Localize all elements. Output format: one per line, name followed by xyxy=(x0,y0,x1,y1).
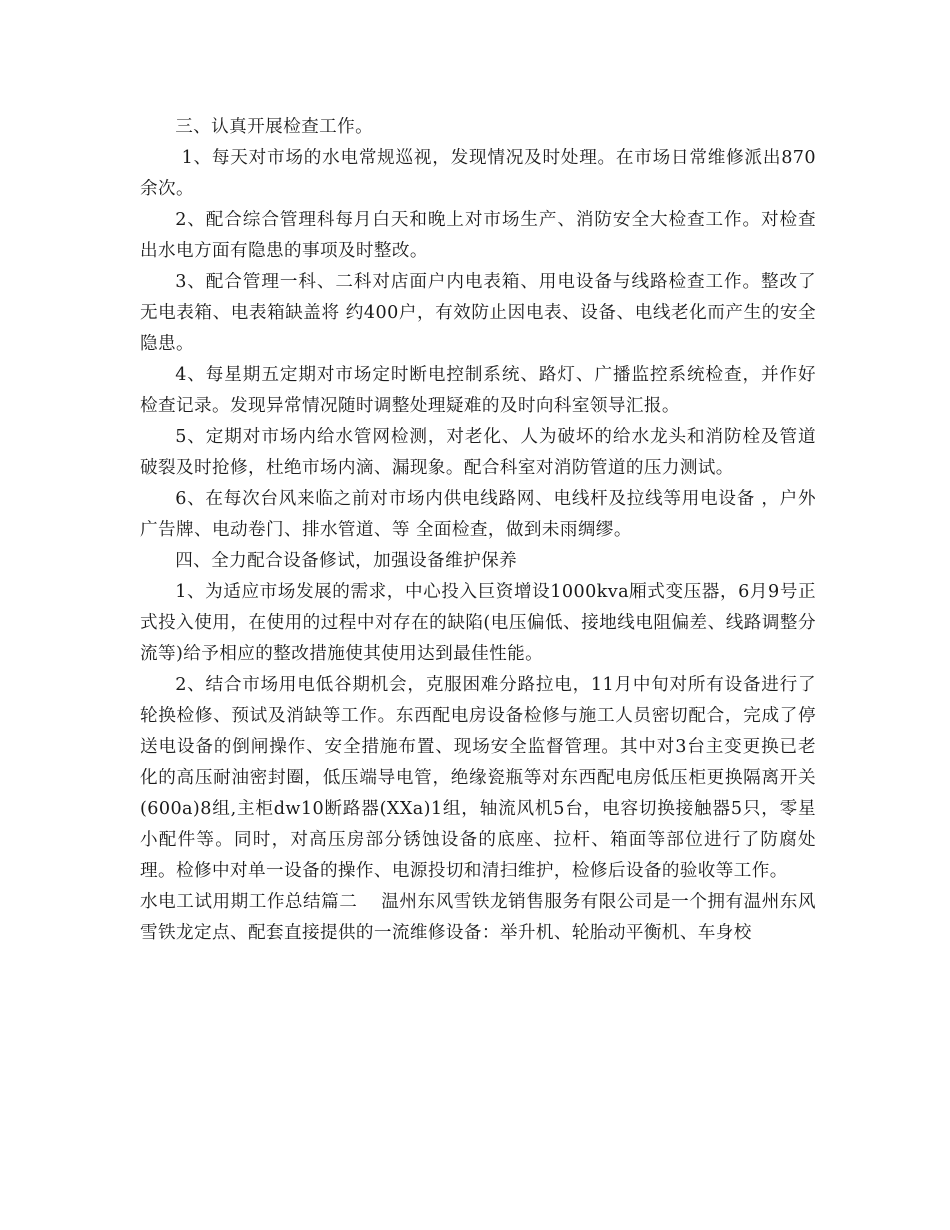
paragraph-item-5: 5、定期对市场内给水管网检测，对老化、人为破坏的给水龙头和消防栓及管道破裂及时抢修，杜绝市场内滴、漏现象。配合科室对消防管道的压力测试。 xyxy=(140,427,816,478)
paragraph-item-1: 1、每天对市场的水电常规巡视，发现情况及时处理。在市场日常维修派出870余次。 xyxy=(140,148,816,199)
paragraph-item-3: 3、配合管理一科、二科对店面户内电表箱、用电设备与线路检查工作。整改了无电表箱、电表箱缺盖将 约400户，有效防止因电表、设备、电线老化而产生的安全隐患。 xyxy=(140,272,816,354)
closing-paragraph: 水电工试用期工作总结篇二 温州东风雪铁龙销售服务有限公司是一个拥有温州东风雪铁龙定点、配套直接提供的一流维修设备：举升机、轮胎动平衡机、车身校 xyxy=(140,892,816,943)
paragraph-item-6: 6、在每次台风来临之前对市场内供电线路网、电线杆及拉线等用电设备 ，户外广告牌、电动卷门、排水管道、等 全面检查，做到未雨绸缪。 xyxy=(140,489,816,540)
section-heading-3: 三、认真开展检查工作。 xyxy=(175,117,374,137)
paragraph-maintenance-2: 2、结合市场用电低谷期机会，克服困难分路拉电，11月中旬对所有设备进行了轮换检修、预试及消缺等工作。东西配电房设备检修与施工人员密切配合，完成了停送电设备的倒闸操作、安全措施布置、现场安全监督管理。其中对3台主变更换已老化的高压耐油密封圈，低压端导电管，绝缘瓷瓶等对东西配电房低压柜更换隔离开关(600a)8组,主柜dw10断路器(XXa)1组，轴流风机5台，电容切换接触器5只，零星小配件等。同时，对高压房部分锈蚀设备的底座、拉杆、箱面等部位进行了防腐处理。检修中对单一设备的操作、电源投切和清扫维护，检修后设备的验收等工作。 xyxy=(140,675,816,881)
section-heading-4: 四、全力配合设备修试，加强设备维护保养 xyxy=(175,551,518,571)
paragraph-maintenance-1: 1、为适应市场发展的需求，中心投入巨资增设1000kva厢式变压器，6月9号正式投入使用，在使用的过程中对存在的缺陷(电压偏低、接地线电阻偏差、线路调整分流等)给予相应的整改措施使其使用达到最佳性能。 xyxy=(140,582,816,664)
paragraph-item-2: 2、配合综合管理科每月白天和晚上对市场生产、消防安全大检查工作。对检查出水电方面有隐患的事项及时整改。 xyxy=(140,210,816,261)
paragraph-item-4: 4、每星期五定期对市场定时断电控制系统、路灯、广播监控系统检查，并作好检查记录。发现异常情况随时调整处理疑难的及时向科室领导汇报。 xyxy=(140,365,816,416)
document-body xyxy=(140,112,816,949)
